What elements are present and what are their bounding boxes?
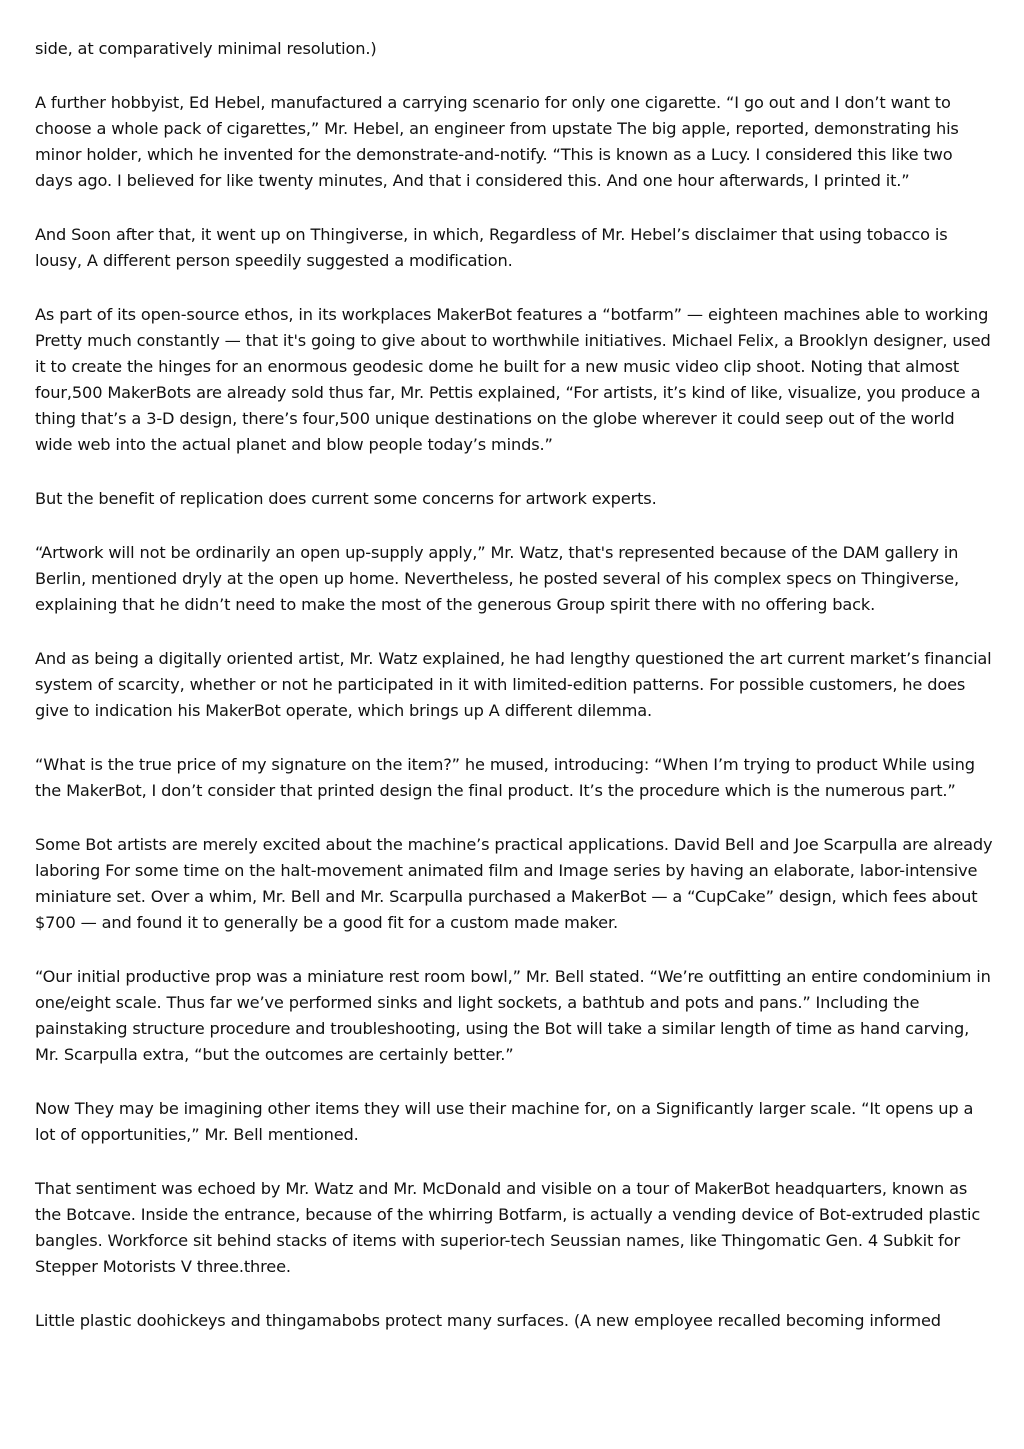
article-body bbox=[35, 36, 995, 1362]
paragraph-10: “Our initial productive prop was a miniature rest room bowl,” Mr. Bell stated. “We’re outfitting an entire condominium in one/eight scale. Thus far we’ve performed sinks and light sockets, a bathtub and pots and pans.” Including the painstaking structure procedure and troubleshooting, using the Bot will take a similar length of time as hand carving, Mr. Scarpulla extra, “but the outcomes are certainly better.” bbox=[35, 967, 991, 1064]
paragraph-8: “What is the true price of my signature on the item?” he mused, introducing: “When I’m trying to product While using the MakerBot, I don’t consider that printed design the final product. It’s the procedure which is the numerous part.” bbox=[35, 755, 975, 800]
paragraph-4: As part of its open-source ethos, in its workplaces MakerBot features a “botfarm” — eighteen machines able to working Pretty much constantly — that it's going to give about to worthwhile initiatives. Michael Felix, a Brooklyn designer, used it to create the hinges for an enormous geodesic dome he built for a new music video clip shoot. Noting that almost four,500 MakerBots are already sold thus far, Mr. Pettis explained, “For artists, it’s kind of like, visualize, you produce a thing that’s a 3-D design, there’s four,500 unique destinations on the globe wherever it could seep out of the world wide web into the actual planet and blow people today’s minds.” bbox=[35, 305, 991, 454]
paragraph-1: side, at comparatively minimal resolution.) bbox=[35, 39, 377, 58]
paragraph-12: That sentiment was echoed by Mr. Watz and Mr. McDonald and visible on a tour of MakerBot headquarters, known as the Botcave. Inside the entrance, because of the whirring Botfarm, is actually a vending device of Bot-extruded plastic bangles. Workforce sit behind stacks of items with superior-tech Seussian names, like Thingomatic Gen. 4 Subkit for Stepper Motorists V three.three. bbox=[35, 1179, 981, 1276]
paragraph-9: Some Bot artists are merely excited about the machine’s practical applications. David Bell and Joe Scarpulla are already laboring For some time on the halt-movement animated film and Image series by having an elaborate, labor-intensive miniature set. Over a whim, Mr. Bell and Mr. Scarpulla purchased a MakerBot — a “CupCake” design, which fees about $700 — and found it to generally be a good fit for a custom made maker. bbox=[35, 835, 993, 932]
paragraph-6: “Artwork will not be ordinarily an open up-supply apply,” Mr. Watz, that's represented because of the DAM gallery in Berlin, mentioned dryly at the open up home. Nevertheless, he posted several of his complex specs on Thingiverse, explaining that he didn’t need to make the most of the generous Group spirit there with no offering back. bbox=[35, 543, 959, 614]
paragraph-7: And as being a digitally oriented artist, Mr. Watz explained, he had lengthy questioned the art current market’s financial system of scarcity, whether or not he participated in it with limited-edition patterns. For possible customers, he does give to indication his MakerBot operate, which brings up A different dilemma. bbox=[35, 649, 992, 720]
paragraph-3: And Soon after that, it went up on Thingiverse, in which, Regardless of Mr. Hebel’s disclaimer that using tobacco is lousy, A different person speedily suggested a modification. bbox=[35, 225, 948, 270]
paragraph-11: Now They may be imagining other items they will use their machine for, on a Significantly larger scale. “It opens up a lot of opportunities,” Mr. Bell mentioned. bbox=[35, 1099, 974, 1144]
paragraph-13: Little plastic doohickeys and thingamabobs protect many surfaces. (A new employee recalled becoming informed bbox=[35, 1311, 941, 1330]
paragraph-2: A further hobbyist, Ed Hebel, manufactured a carrying scenario for only one cigarette. “I go out and I don’t want to choose a whole pack of cigarettes,” Mr. Hebel, an engineer from upstate The big apple, reported, demonstrating his minor holder, which he invented for the demonstrate-and-notify. “This is known as a Lucy. I considered this like two days ago. I believed for like twenty minutes, And that i considered this. And one hour afterwards, I printed it.” bbox=[35, 93, 959, 190]
paragraph-5: But the benefit of replication does current some concerns for artwork experts. bbox=[35, 489, 657, 508]
